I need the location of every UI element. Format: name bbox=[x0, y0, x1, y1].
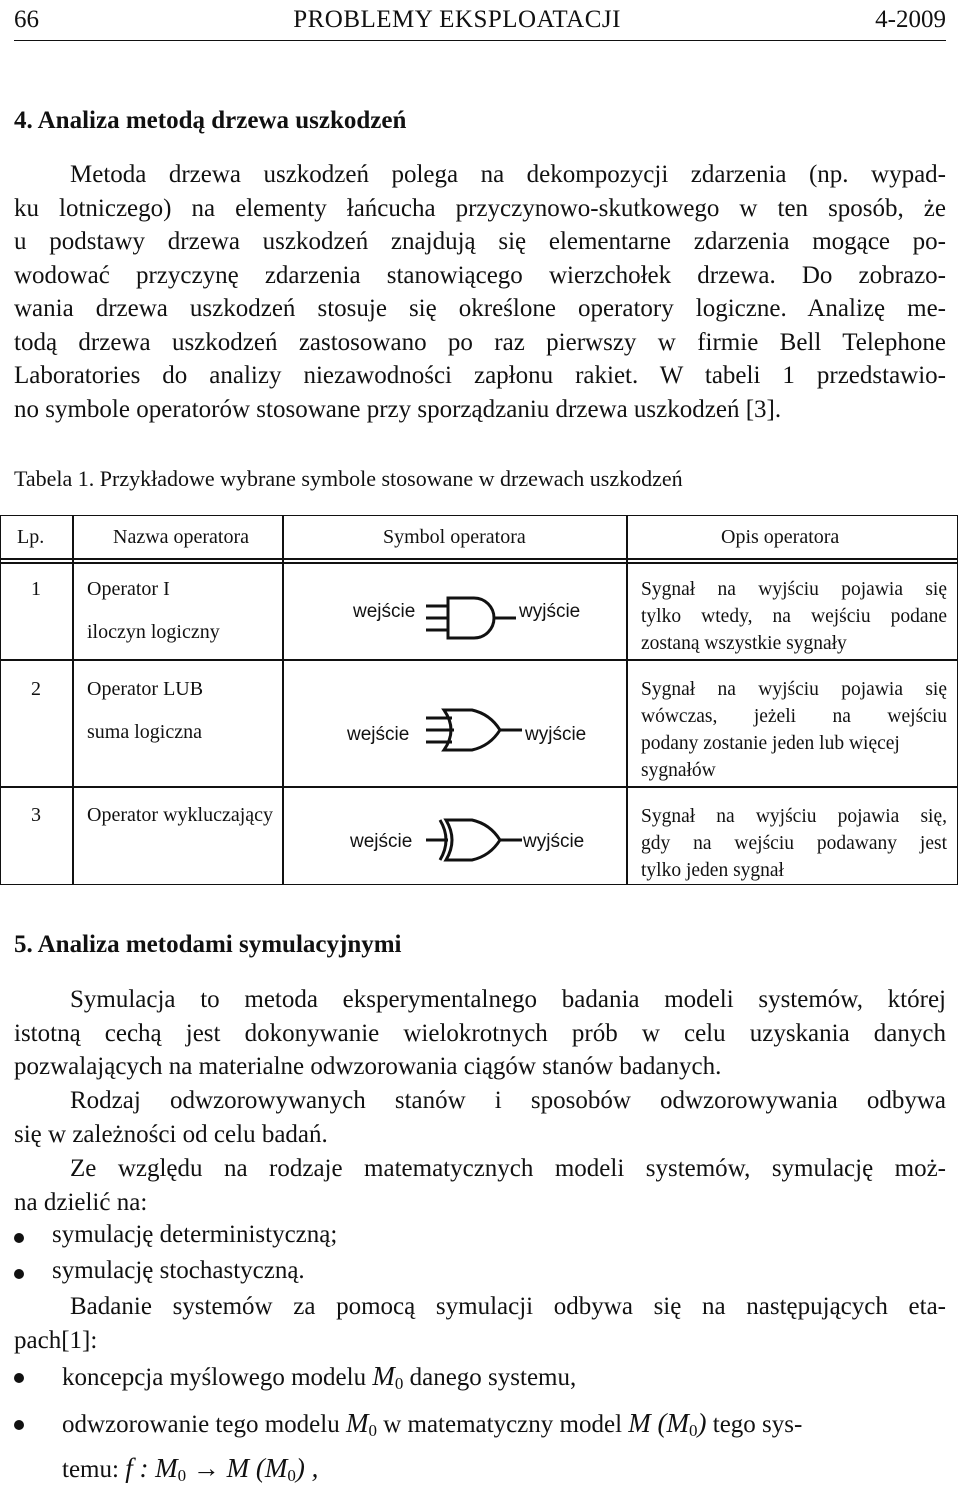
issue-number: 4-2009 bbox=[875, 6, 946, 33]
row-2-description bbox=[641, 676, 947, 784]
math-symbol: M (M bbox=[628, 1408, 689, 1438]
paragraph-line: ku lotniczego) na elementy łańcucha przyczynowo-skutkowego w ten sposób, że bbox=[14, 194, 946, 222]
description-line: podany zostanie jeden lub więcej bbox=[641, 733, 900, 754]
table-divider bbox=[1, 558, 957, 560]
list-item-text bbox=[62, 1361, 576, 1394]
bullet-icon bbox=[14, 1269, 24, 1279]
paragraph-line: istotną cechą jest dokonywanie wielokrotnych prób w celu uzyskania danych bbox=[14, 1019, 946, 1047]
row-1-lp: 1 bbox=[31, 578, 41, 600]
header-lp: Lp. bbox=[17, 526, 45, 548]
list-item bbox=[14, 1221, 946, 1255]
math-subscript: 0 bbox=[177, 1466, 187, 1485]
xor-gate-icon bbox=[426, 816, 522, 864]
text-run: w matematyczny model bbox=[376, 1411, 629, 1438]
paragraph-line: na dzielić na: bbox=[14, 1188, 148, 1216]
section-5-paragraph-1 bbox=[14, 983, 946, 1084]
description-line: Sygnał na wyjściu pojawia się bbox=[641, 579, 947, 600]
row-1-name: Operator I bbox=[87, 578, 170, 600]
paragraph-line: Badanie systemów za pomocą symulacji odbywa się na następujących eta- bbox=[70, 1293, 946, 1320]
row-1-description bbox=[641, 576, 947, 657]
list-item bbox=[14, 1257, 946, 1291]
math-symbol: ) bbox=[697, 1408, 707, 1438]
table-divider bbox=[1, 659, 957, 661]
paragraph-line: no symbole operatorów stosowane przy sporządzaniu drzewa uszkodzeń [3]. bbox=[14, 395, 782, 423]
text-run: tego sys- bbox=[706, 1411, 803, 1438]
text-run: danego systemu, bbox=[403, 1364, 577, 1391]
bullet-icon bbox=[14, 1420, 24, 1430]
paragraph-line: pozwalających na materialne odwzorowania ciągów stanów badanych. bbox=[14, 1053, 722, 1080]
row-2-input-label: wejście bbox=[347, 724, 410, 745]
row-3-input-label: wejście bbox=[350, 831, 413, 852]
table-divider bbox=[1, 562, 957, 564]
and-gate-icon bbox=[426, 594, 516, 642]
row-2-name: Operator LUB bbox=[87, 678, 204, 700]
list-item-text bbox=[62, 1408, 802, 1441]
math-symbol: f : M bbox=[125, 1453, 178, 1483]
paragraph-line: Symulacja to metoda eksperymentalnego badania modeli systemów, której bbox=[70, 986, 946, 1013]
paragraph-line: todą drzewa uszkodzeń zastosowano po raz pierwszy w firmie Bell Telephone bbox=[14, 328, 946, 356]
math-subscript: 0 bbox=[394, 1374, 404, 1393]
description-line: sygnałów bbox=[641, 760, 716, 781]
table-divider bbox=[282, 516, 284, 884]
row-3-lp: 3 bbox=[31, 804, 41, 826]
journal-title: PROBLEMY EKSPLOATACJI bbox=[293, 6, 621, 33]
operators-table bbox=[0, 515, 958, 885]
description-line: tylko jeden sygnał bbox=[641, 860, 784, 881]
formula-line bbox=[14, 1453, 946, 1487]
table-divider bbox=[626, 516, 628, 884]
description-line: Sygnał na wyjściu pojawia się, bbox=[641, 806, 947, 827]
row-3-output-label: wyjście bbox=[523, 831, 585, 852]
header-description: Opis operatora bbox=[721, 526, 840, 548]
list-item bbox=[14, 1408, 946, 1442]
paragraph-line: Laboratories do analizy niezawodności zapłonu rakiet. W tabeli 1 przedstawio- bbox=[14, 362, 946, 389]
text-run: odwzorowanie tego modelu bbox=[62, 1411, 346, 1438]
paragraph-line: Rodzaj odwzorowywanych stanów i sposobów odwzorowywania odbywa bbox=[70, 1087, 946, 1114]
text-run: koncepcja myślowego modelu bbox=[62, 1364, 373, 1391]
math-subscript: 0 bbox=[287, 1466, 296, 1485]
description-line: zostaną wszystkie sygnały bbox=[641, 633, 847, 654]
section-5-paragraph-3 bbox=[14, 1152, 946, 1219]
description-line: tylko wtedy, na wejściu podane bbox=[641, 606, 947, 627]
or-gate-icon bbox=[426, 706, 522, 754]
formula bbox=[62, 1453, 318, 1486]
description-line: gdy na wejściu podawany jest bbox=[641, 833, 947, 854]
table-divider bbox=[1, 786, 957, 788]
row-2-lp: 2 bbox=[31, 678, 41, 700]
paragraph-line: wania drzewa uszkodzeń stosuje się określone operatory logiczne. Analizę me- bbox=[14, 295, 946, 322]
paragraph-line: u podstawy drzewa uszkodzeń znajdują się elementarne zdarzenia mogące po- bbox=[14, 228, 946, 255]
bullet-icon bbox=[14, 1373, 24, 1383]
paragraph-line: Ze względu na rodzaje matematycznych modeli systemów, symulację moż- bbox=[70, 1155, 946, 1182]
row-1-output-label: wyjście bbox=[519, 601, 581, 622]
list-item bbox=[14, 1361, 946, 1395]
math-symbol: M bbox=[372, 1361, 395, 1391]
math-subscript: 0 bbox=[689, 1421, 698, 1440]
math-subscript: 0 bbox=[368, 1421, 377, 1440]
bullet-icon bbox=[14, 1233, 24, 1243]
row-2-subname: suma logiczna bbox=[87, 721, 202, 743]
header-symbol: Symbol operatora bbox=[383, 526, 526, 548]
math-symbol: ) , bbox=[295, 1453, 319, 1483]
list-item-text: symulację stochastyczną. bbox=[52, 1257, 305, 1284]
list-item-text: symulację deterministyczną; bbox=[52, 1221, 338, 1248]
text-run: temu: bbox=[62, 1456, 126, 1483]
row-3-name: Operator wykluczający bbox=[87, 804, 274, 826]
paragraph-line: wodować przyczynę zdarzenia stanowiącego wierzchołek drzewa. Do zobrazo- bbox=[14, 261, 946, 289]
section-4-heading: 4. Analiza metodą drzewa uszkodzeń bbox=[14, 107, 407, 134]
section-5-paragraph-2 bbox=[14, 1084, 946, 1151]
table-caption: Tabela 1. Przykładowe wybrane symbole stosowane w drzewach uszkodzeń bbox=[14, 466, 683, 491]
running-header bbox=[14, 0, 946, 41]
section-5-paragraph-4 bbox=[14, 1290, 946, 1357]
row-1-subname: iloczyn logiczny bbox=[87, 621, 220, 643]
section-4-paragraph bbox=[14, 158, 946, 426]
section-5-heading: 5. Analiza metodami symulacyjnymi bbox=[14, 931, 402, 958]
description-line: wówczas, jeżeli na wejściu bbox=[641, 706, 947, 727]
math-symbol: M bbox=[345, 1408, 369, 1438]
row-2-output-label: wyjście bbox=[525, 724, 587, 745]
description-line: Sygnał na wyjściu pojawia się bbox=[641, 679, 947, 700]
math-symbol: → M (M bbox=[186, 1453, 288, 1483]
row-1-input-label: wejście bbox=[353, 601, 416, 622]
paragraph-line: się w zależności od celu badań. bbox=[14, 1120, 328, 1148]
row-3-description bbox=[641, 803, 947, 884]
paragraph-line: Metoda drzewa uszkodzeń polega na dekompozycji zdarzenia (np. wypad- bbox=[70, 161, 946, 188]
header-name: Nazwa operatora bbox=[113, 526, 250, 548]
page-number: 66 bbox=[14, 6, 39, 33]
table-divider bbox=[72, 516, 74, 884]
paragraph-line: pach[1]: bbox=[14, 1326, 98, 1354]
